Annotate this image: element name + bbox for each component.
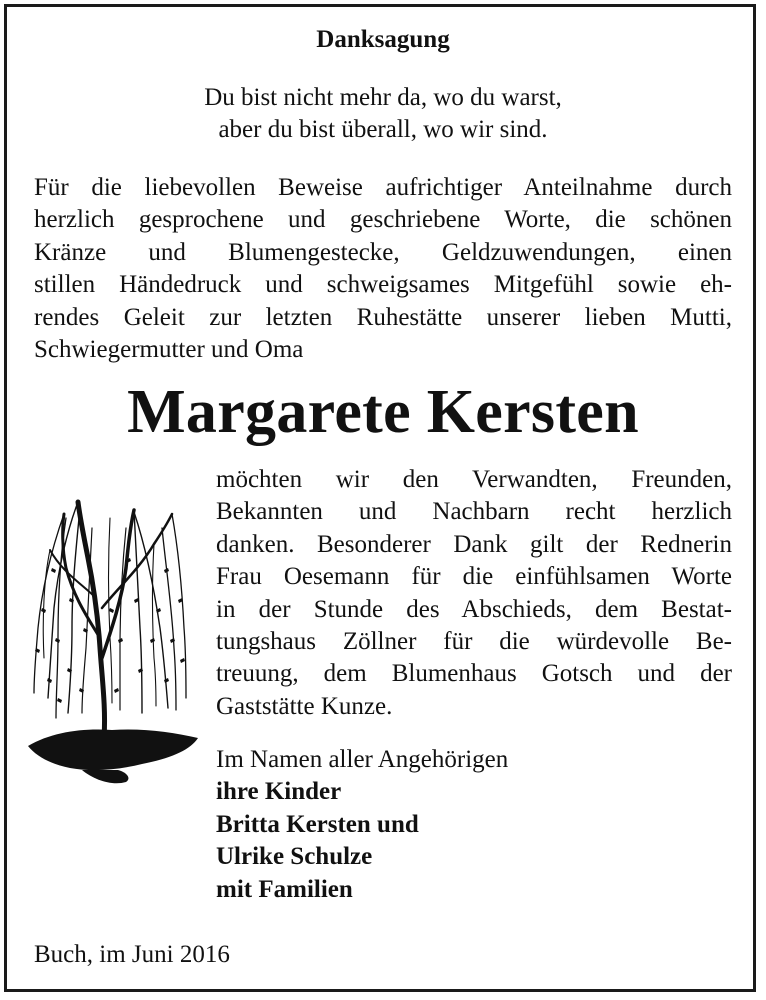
signature-intro: Im Namen aller Angehörigen	[216, 746, 509, 773]
intro-paragraph	[34, 172, 732, 366]
signature-name: ihre Kinder	[216, 778, 342, 806]
intro-line: Für die liebevollen Beweise aufrichtiger Anteilnahme durch	[34, 174, 732, 201]
intro-line: Schwiegermutter und Oma	[34, 336, 304, 364]
thanks-line: danken. Besonderer Dank gilt der Rednerin	[216, 530, 732, 558]
thanks-line: in der Stunde des Abschieds, dem Bestat-	[216, 595, 732, 623]
thanks-paragraph	[216, 464, 732, 723]
motto-line: aber du bist überall, wo wir sind.	[218, 116, 548, 143]
motto-line: Du bist nicht mehr da, wo du warst,	[204, 84, 562, 111]
intro-line: Kränze und Blumengestecke, Geldzuwendungen, einen	[34, 238, 732, 266]
place-date: Buch, im Juni 2016	[34, 941, 230, 968]
thanks-line: tungshaus Zöllner für die würdevolle Be-	[216, 628, 732, 656]
intro-line: stillen Händedruck und schweigsames Mitgefühl sowie eh-	[34, 271, 732, 299]
signature-name: mit Familien	[216, 875, 353, 903]
weeping-willow-icon	[22, 488, 204, 793]
deceased-name: Margarete Kersten	[127, 378, 639, 446]
thanks-line: Gaststätte Kunze.	[216, 692, 393, 720]
motto	[0, 82, 766, 146]
signature-name: Britta Kersten und	[216, 810, 419, 838]
notice-heading: Danksagung	[316, 26, 450, 53]
intro-line: rendes Geleit zur letzten Ruhestätte unserer lieben Mutti,	[34, 303, 732, 331]
intro-line: herzlich gesprochene und geschriebene Worte, die schönen	[34, 206, 732, 234]
thanks-line: Bekannten und Nachbarn recht herzlich	[216, 498, 732, 526]
thanks-line: treuung, dem Blumenhaus Gotsch und der	[216, 660, 732, 688]
signature-block	[216, 744, 508, 906]
signature-name: Ulrike Schulze	[216, 843, 373, 871]
thanks-line: Frau Oesemann für die einfühlsamen Worte	[216, 563, 732, 591]
thanks-line: möchten wir den Verwandten, Freunden,	[216, 466, 732, 493]
